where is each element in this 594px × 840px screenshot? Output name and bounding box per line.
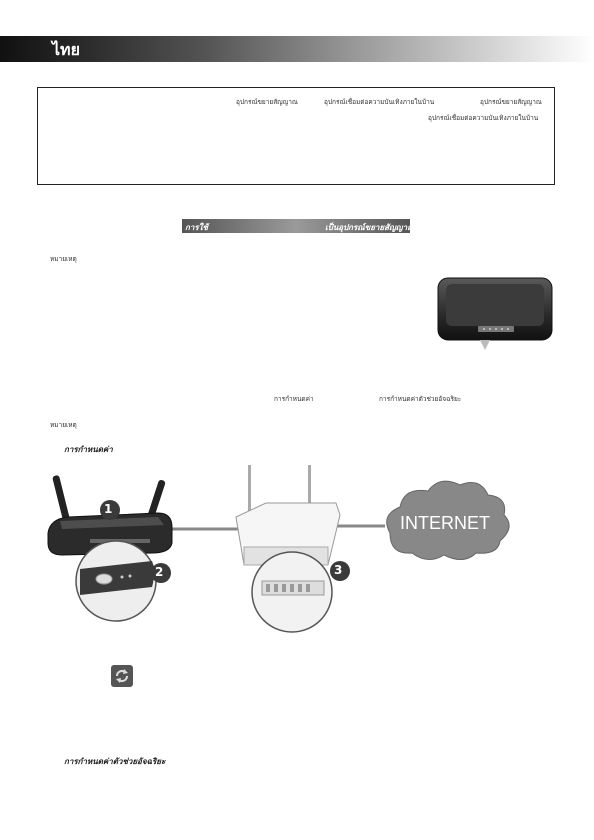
refresh-icon bbox=[111, 665, 133, 687]
step-number-1: 1 bbox=[104, 502, 113, 516]
wizard-heading: การกำหนดค่าตัวช่วยอัจฉริยะ bbox=[64, 757, 166, 766]
router-photo bbox=[436, 276, 554, 358]
setup-link-text: การกำหนดค่า bbox=[274, 395, 314, 403]
language-label: ไทย bbox=[52, 40, 80, 59]
note-label-1: หมายเหตุ bbox=[50, 255, 77, 263]
wizard-link-text: การกำหนดค่าตัวช่วยอัจฉริยะ bbox=[379, 395, 462, 403]
intro-text-4: อุปกรณ์เชื่อมต่อความบันเทิงภายในบ้าน bbox=[428, 114, 539, 122]
step-number-2: 2 bbox=[155, 565, 164, 579]
section-title-left: การใช้ bbox=[185, 223, 208, 232]
intro-text-2: อุปกรณ์เชื่อมต่อความบันเทิงภายในบ้าน bbox=[324, 98, 435, 106]
internet-label: INTERNET bbox=[400, 513, 490, 533]
step-number-3: 3 bbox=[334, 563, 343, 577]
header-bar bbox=[0, 36, 594, 62]
note-label-2: หมายเหตุ bbox=[50, 421, 77, 429]
section-title-right: เป็นอุปกรณ์ขยายสัญญาณ bbox=[325, 223, 415, 232]
intro-text-1: อุปกรณ์ขยายสัญญาณ bbox=[236, 98, 298, 106]
intro-text-3: อุปกรณ์ขยายสัญญาณ bbox=[480, 98, 542, 106]
setup-heading: การกำหนดค่า bbox=[64, 445, 113, 454]
network-diagram bbox=[40, 455, 510, 635]
